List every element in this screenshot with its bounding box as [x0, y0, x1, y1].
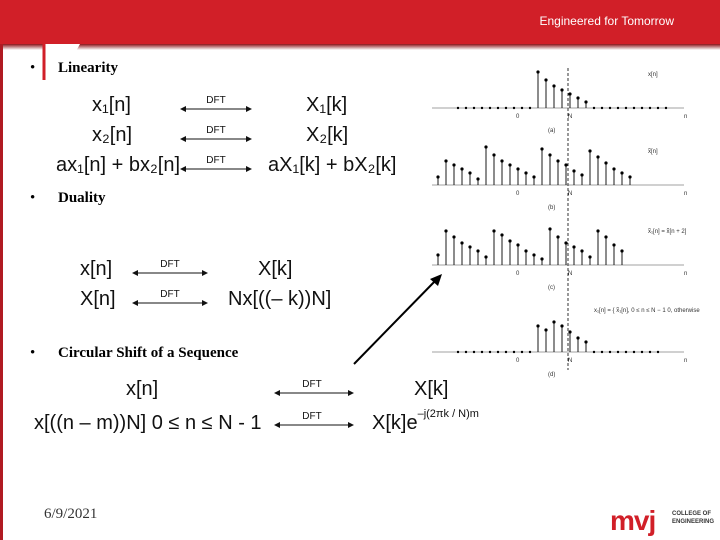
stem-dot — [484, 255, 487, 258]
stem-dot — [556, 159, 559, 162]
stem-dot — [568, 330, 571, 333]
zero-sample-dot — [601, 107, 603, 109]
linearity-row1-arrow — [180, 104, 252, 114]
linearity-row3-arrow — [180, 164, 252, 174]
stem-dot — [492, 229, 495, 232]
zero-sample-dot — [521, 351, 523, 353]
zero-sample-dot — [657, 107, 659, 109]
panel-end-label: n — [684, 114, 688, 120]
stem-dot — [452, 235, 455, 238]
zero-sample-dot — [529, 351, 531, 353]
stem-plot-figure — [412, 60, 712, 378]
shift-row1-op: DFT — [302, 379, 322, 390]
panel-end-label: n — [684, 358, 688, 364]
zero-sample-dot — [473, 351, 475, 353]
linearity-row3-lhs: ax₁[n] + bx₂[n] — [56, 154, 181, 176]
duality-row2-op: DFT — [160, 289, 180, 300]
panel-right-label: x̃[n] — [648, 149, 658, 155]
stem-dot — [544, 328, 547, 331]
stem-dot — [492, 153, 495, 156]
bullet-dot: • — [30, 190, 36, 206]
logo-line1: COLLEGE OF — [672, 511, 711, 517]
linearity-row2-arrow — [180, 134, 252, 144]
stem-dot — [612, 243, 615, 246]
zero-sample-dot — [625, 107, 627, 109]
stem-dot — [596, 155, 599, 158]
zero-sample-dot — [505, 351, 507, 353]
bullet-duality — [30, 190, 106, 207]
zero-sample-dot — [649, 107, 651, 109]
stem-dot — [560, 324, 563, 327]
zero-sample-dot — [609, 351, 611, 353]
zero-sample-dot — [593, 351, 595, 353]
stem-dot — [620, 171, 623, 174]
linearity-row3-rhs: aX₁[k] + bX₂[k] — [268, 154, 397, 176]
stem-dot — [548, 153, 551, 156]
zero-sample-dot — [641, 107, 643, 109]
stem-dot — [604, 161, 607, 164]
zero-sample-dot — [665, 107, 667, 109]
stem-dot — [476, 249, 479, 252]
bullet-linearity — [30, 60, 118, 77]
logo-mark: mvj — [610, 505, 656, 536]
zero-sample-dot — [513, 351, 515, 353]
zero-sample-dot — [617, 107, 619, 109]
stem-dot — [468, 171, 471, 174]
header-tagline: Engineered for Tomorrow — [539, 14, 674, 28]
panel-zero-label: 0 — [516, 114, 520, 120]
zero-sample-dot — [601, 351, 603, 353]
panel-end-label: n — [684, 191, 688, 197]
stem-dot — [628, 175, 631, 178]
stem-dot — [508, 163, 511, 166]
zero-sample-dot — [457, 351, 459, 353]
panel-zero-label: 0 — [516, 358, 520, 364]
zero-sample-dot — [633, 107, 635, 109]
stem-dot — [576, 336, 579, 339]
stem-dot — [596, 229, 599, 232]
duality-row2-rhs: Nx[((– k))N] — [228, 288, 332, 310]
duality-row2-lhs: X[n] — [80, 288, 116, 310]
panel-n-label: N — [568, 271, 573, 277]
zero-sample-dot — [505, 107, 507, 109]
zero-sample-dot — [529, 107, 531, 109]
stem-dot — [552, 84, 555, 87]
stem-dot — [604, 235, 607, 238]
stem-dot — [500, 233, 503, 236]
zero-sample-dot — [649, 351, 651, 353]
stem-dot — [532, 175, 535, 178]
shift-row2-rhs-exponent: –j(2πk / N)m — [417, 408, 479, 421]
shift-row1-rhs: X[k] — [414, 378, 449, 400]
linearity-row1-rhs: X₁[k] — [306, 94, 348, 116]
panel-end-label: n — [684, 271, 688, 277]
duality-title: Duality — [58, 190, 106, 206]
zero-sample-dot — [593, 107, 595, 109]
linearity-row1-lhs: x₁[n] — [92, 94, 131, 116]
linearity-row2-lhs: x₂[n] — [92, 124, 132, 146]
shift-row2-op: DFT — [302, 411, 322, 422]
stem-dot — [452, 163, 455, 166]
zero-sample-dot — [497, 107, 499, 109]
shift-row2-lhs: x[((n – m))N] 0 ≤ n ≤ N - 1 — [34, 412, 262, 434]
panel-caption: (b) — [548, 205, 556, 211]
stem-dot — [476, 177, 479, 180]
left-rule — [0, 44, 3, 540]
shift-row2-rhs — [372, 408, 479, 435]
stem-dot — [460, 241, 463, 244]
zero-sample-dot — [641, 351, 643, 353]
bullet-dot: • — [30, 345, 36, 361]
zero-sample-dot — [657, 351, 659, 353]
linearity-row3-op: DFT — [206, 155, 226, 166]
stem-dot — [536, 324, 539, 327]
stem-dot — [436, 253, 439, 256]
circular-shift-title: Circular Shift of a Sequence — [58, 345, 239, 361]
linearity-row1-op: DFT — [206, 95, 226, 106]
stem-dot — [484, 145, 487, 148]
footer-date: 6/9/2021 — [44, 506, 98, 522]
stem-dot — [572, 169, 575, 172]
linearity-row2-op: DFT — [206, 125, 226, 136]
stem-dot — [468, 245, 471, 248]
zero-sample-dot — [473, 107, 475, 109]
logo-line2: ENGINEERING — [672, 519, 715, 525]
stem-dot — [620, 249, 623, 252]
stem-dot — [552, 320, 555, 323]
zero-sample-dot — [609, 107, 611, 109]
stem-dot — [436, 175, 439, 178]
linearity-title: Linearity — [58, 60, 118, 76]
stem-dot — [444, 229, 447, 232]
panel-zero-label: 0 — [516, 191, 520, 197]
zero-sample-dot — [633, 351, 635, 353]
duality-row1-op: DFT — [160, 259, 180, 270]
linearity-row2-rhs: X₂[k] — [306, 124, 349, 146]
stem-dot — [516, 243, 519, 246]
stem-dot — [584, 100, 587, 103]
zero-sample-dot — [489, 107, 491, 109]
stem-dot — [588, 255, 591, 258]
stem-dot — [516, 167, 519, 170]
shift-row2-rhs-base: X[k]e — [372, 412, 418, 434]
bullet-circular-shift — [30, 345, 238, 362]
zero-sample-dot — [481, 351, 483, 353]
shift-row2-arrow — [274, 420, 354, 430]
panel-caption: (d) — [548, 372, 556, 378]
stem-dot — [500, 159, 503, 162]
shift-row1-lhs: x[n] — [126, 378, 159, 400]
zero-sample-dot — [457, 107, 459, 109]
shift-row1-arrow — [274, 388, 354, 398]
stem-dot — [580, 173, 583, 176]
panel-caption: (a) — [548, 128, 556, 134]
panel-n-label: N — [568, 358, 573, 364]
stem-dot — [536, 70, 539, 73]
duality-row1-rhs: X[k] — [258, 258, 293, 280]
duality-row1-arrow — [132, 268, 208, 278]
stem-dot — [460, 167, 463, 170]
stem-dot — [540, 147, 543, 150]
zero-sample-dot — [521, 107, 523, 109]
zero-sample-dot — [489, 351, 491, 353]
stem-dot — [572, 245, 575, 248]
panel-right-label: x[n] — [648, 72, 658, 78]
logo-text — [672, 510, 714, 526]
stem-dot — [544, 78, 547, 81]
stem-dot — [508, 239, 511, 242]
zero-sample-dot — [625, 351, 627, 353]
panel-caption: (c) — [548, 285, 555, 291]
stem-dot — [580, 249, 583, 252]
duality-row1-lhs: x[n] — [80, 258, 113, 280]
stem-dot — [612, 167, 615, 170]
stem-dot — [560, 88, 563, 91]
stem-dot — [568, 92, 571, 95]
stem-dot — [588, 149, 591, 152]
zero-sample-dot — [617, 351, 619, 353]
stem-dot — [444, 159, 447, 162]
stem-dot — [524, 249, 527, 252]
bullet-dot: • — [30, 60, 36, 76]
stem-dot — [540, 257, 543, 260]
zero-sample-dot — [497, 351, 499, 353]
stem-dot — [548, 227, 551, 230]
zero-sample-dot — [465, 351, 467, 353]
zero-sample-dot — [465, 107, 467, 109]
stem-dot — [532, 253, 535, 256]
stem-dot — [584, 340, 587, 343]
panel-right-label: x₁[n] = { x̃₁[n], 0 ≤ n ≤ N − 1 0, otherwise — [594, 308, 700, 314]
zero-sample-dot — [481, 107, 483, 109]
panel-right-label: x̃₁[n] = x̃[n + 2] — [648, 229, 687, 235]
header-shadow — [0, 44, 720, 50]
stem-dot — [524, 171, 527, 174]
stem-dot — [564, 241, 567, 244]
college-logo — [610, 505, 720, 540]
duality-row2-arrow — [132, 298, 208, 308]
zero-sample-dot — [513, 107, 515, 109]
stem-dot — [576, 96, 579, 99]
stem-dot — [556, 235, 559, 238]
panel-zero-label: 0 — [516, 271, 520, 277]
panel-n-label: N — [568, 114, 573, 120]
stem-dot — [564, 163, 567, 166]
panel-n-label: N — [568, 191, 573, 197]
